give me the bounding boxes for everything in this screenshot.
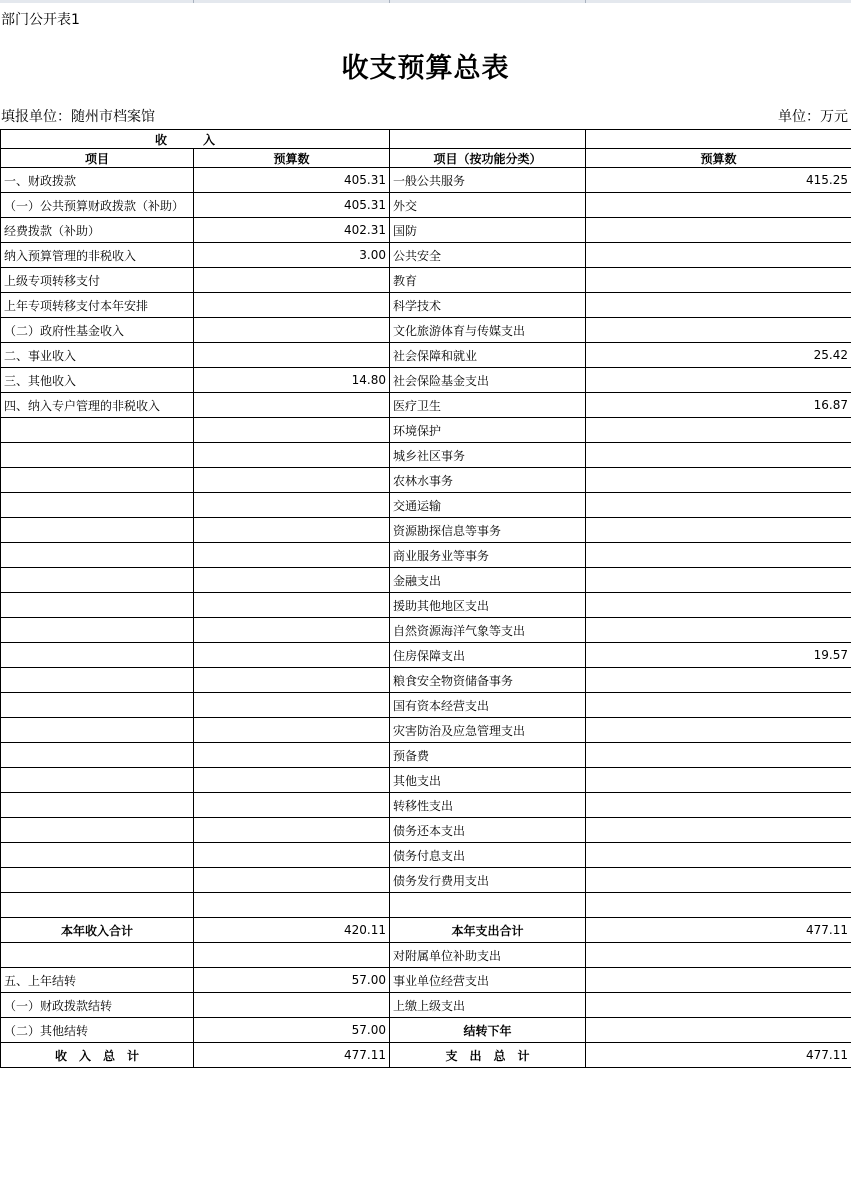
table-row xyxy=(1,668,851,693)
income-item-cell xyxy=(1,493,194,518)
table-row xyxy=(1,1043,851,1068)
income-amount-cell xyxy=(194,343,390,368)
income-item-cell xyxy=(1,543,194,568)
income-group-header: 收 入 xyxy=(1,130,390,149)
expense-item-cell: 农林水事务 xyxy=(390,468,586,493)
money-unit: 单位：万元 xyxy=(778,109,848,125)
form-code: 部门公开表1 xyxy=(1,12,80,28)
income-amount-cell xyxy=(194,843,390,868)
col-item: 项目 xyxy=(1,149,194,168)
income-item-cell: 收 入 总 计 xyxy=(1,1043,194,1068)
table-row xyxy=(1,893,851,918)
expense-item-cell: 城乡社区事务 xyxy=(390,443,586,468)
income-amount-cell: 420.11 xyxy=(194,918,390,943)
income-amount-cell xyxy=(194,668,390,693)
income-item-cell: 本年收入合计 xyxy=(1,918,194,943)
income-amount-cell: 477.11 xyxy=(194,1043,390,1068)
expense-amount-cell: 25.42 xyxy=(586,343,851,368)
expense-amount-cell xyxy=(586,1018,851,1043)
table-row xyxy=(1,818,851,843)
expense-item-cell: 金融支出 xyxy=(390,568,586,593)
table-row xyxy=(1,568,851,593)
table-row xyxy=(1,393,851,418)
income-item-cell xyxy=(1,568,194,593)
income-amount-cell xyxy=(194,618,390,643)
income-item-cell xyxy=(1,943,194,968)
expense-item-cell: 资源勘探信息等事务 xyxy=(390,518,586,543)
expense-amount-cell xyxy=(586,293,851,318)
table-row xyxy=(1,343,851,368)
income-item-cell xyxy=(1,718,194,743)
reporting-unit: 填报单位：随州市档案馆 xyxy=(1,109,155,125)
income-item-cell: 上级专项转移支付 xyxy=(1,268,194,293)
income-item-cell: 五、上年结转 xyxy=(1,968,194,993)
expense-amount-cell: 477.11 xyxy=(586,1043,851,1068)
expense-amount-cell xyxy=(586,793,851,818)
col-func-item: 项目（按功能分类） xyxy=(390,149,586,168)
expense-item-cell: 教育 xyxy=(390,268,586,293)
expense-item-cell: 事业单位经营支出 xyxy=(390,968,586,993)
expense-item-cell: 援助其他地区支出 xyxy=(390,593,586,618)
income-amount-cell xyxy=(194,293,390,318)
expense-item-cell: 债务发行费用支出 xyxy=(390,868,586,893)
expense-item-cell: 结转下年 xyxy=(390,1018,586,1043)
header-row-group xyxy=(1,130,851,149)
expense-amount-cell xyxy=(586,693,851,718)
expense-item-cell: 国防 xyxy=(390,218,586,243)
income-item-cell xyxy=(1,693,194,718)
income-item-cell xyxy=(1,793,194,818)
income-amount-cell xyxy=(194,943,390,968)
income-amount-cell xyxy=(194,643,390,668)
header-row-columns xyxy=(1,149,851,168)
table-row xyxy=(1,443,851,468)
table-row xyxy=(1,193,851,218)
expense-amount-cell: 16.87 xyxy=(586,393,851,418)
expense-item-cell: 灾害防治及应急管理支出 xyxy=(390,718,586,743)
expense-amount-cell xyxy=(586,668,851,693)
table-row xyxy=(1,1018,851,1043)
expense-item-cell: 环境保护 xyxy=(390,418,586,443)
income-amount-cell xyxy=(194,693,390,718)
expense-item-cell: 社会保险基金支出 xyxy=(390,368,586,393)
income-item-cell xyxy=(1,418,194,443)
income-amount-cell xyxy=(194,393,390,418)
expense-amount-cell xyxy=(586,218,851,243)
table-row xyxy=(1,418,851,443)
income-item-cell xyxy=(1,443,194,468)
income-item-cell xyxy=(1,668,194,693)
table-row xyxy=(1,843,851,868)
income-amount-cell xyxy=(194,418,390,443)
expense-amount-cell xyxy=(586,618,851,643)
table-row xyxy=(1,493,851,518)
income-item-cell xyxy=(1,468,194,493)
income-item-cell xyxy=(1,618,194,643)
expense-amount-cell xyxy=(586,768,851,793)
income-amount-cell: 57.00 xyxy=(194,968,390,993)
table-body xyxy=(1,168,851,1068)
income-amount-cell xyxy=(194,568,390,593)
expense-item-cell xyxy=(390,893,586,918)
table-row xyxy=(1,943,851,968)
expense-amount-cell: 415.25 xyxy=(586,168,851,193)
income-item-cell: （二）政府性基金收入 xyxy=(1,318,194,343)
expense-item-cell: 转移性支出 xyxy=(390,793,586,818)
expense-amount-cell xyxy=(586,868,851,893)
page-title: 收支预算总表 xyxy=(341,53,510,84)
income-item-cell: （一）公共预算财政拨款（补助） xyxy=(1,193,194,218)
income-item-cell: （二）其他结转 xyxy=(1,1018,194,1043)
income-amount-cell: 405.31 xyxy=(194,168,390,193)
table-row xyxy=(1,268,851,293)
expense-amount-cell xyxy=(586,318,851,343)
table-row xyxy=(1,218,851,243)
table-row xyxy=(1,168,851,193)
expense-amount-cell xyxy=(586,518,851,543)
table-row xyxy=(1,518,851,543)
income-item-cell: 一、财政拨款 xyxy=(1,168,194,193)
income-item-cell xyxy=(1,593,194,618)
income-amount-cell xyxy=(194,993,390,1018)
expense-item-cell: 其他支出 xyxy=(390,768,586,793)
table-row xyxy=(1,768,851,793)
expense-item-cell: 本年支出合计 xyxy=(390,918,586,943)
table-row xyxy=(1,318,851,343)
expense-amount-cell xyxy=(586,718,851,743)
table-row xyxy=(1,293,851,318)
income-amount-cell xyxy=(194,443,390,468)
expense-amount-cell xyxy=(586,268,851,293)
table-row xyxy=(1,368,851,393)
income-amount-cell xyxy=(194,543,390,568)
top-column-strip xyxy=(0,0,851,3)
expense-amount-cell xyxy=(586,493,851,518)
expense-amount-cell xyxy=(586,843,851,868)
table-row xyxy=(1,718,851,743)
expense-amount-cell: 477.11 xyxy=(586,918,851,943)
income-item-cell: 经费拨款（补助） xyxy=(1,218,194,243)
table-row xyxy=(1,743,851,768)
income-amount-cell: 405.31 xyxy=(194,193,390,218)
table-row xyxy=(1,468,851,493)
expense-item-cell: 预备费 xyxy=(390,743,586,768)
income-item-cell: 二、事业收入 xyxy=(1,343,194,368)
expense-item-cell: 一般公共服务 xyxy=(390,168,586,193)
expense-item-cell: 公共安全 xyxy=(390,243,586,268)
income-item-cell xyxy=(1,893,194,918)
income-amount-cell xyxy=(194,893,390,918)
expense-item-cell: 自然资源海洋气象等支出 xyxy=(390,618,586,643)
income-amount-cell: 402.31 xyxy=(194,218,390,243)
income-amount-cell xyxy=(194,318,390,343)
expense-item-cell: 商业服务业等事务 xyxy=(390,543,586,568)
income-amount-cell xyxy=(194,818,390,843)
table-row xyxy=(1,618,851,643)
expense-amount-cell xyxy=(586,943,851,968)
expense-item-cell: 医疗卫生 xyxy=(390,393,586,418)
table-row xyxy=(1,793,851,818)
expense-amount-cell xyxy=(586,443,851,468)
income-amount-cell: 3.00 xyxy=(194,243,390,268)
expense-amount-cell xyxy=(586,368,851,393)
expense-amount-cell xyxy=(586,468,851,493)
income-amount-cell xyxy=(194,743,390,768)
budget-summary-table xyxy=(0,129,851,1068)
expense-amount-cell xyxy=(586,418,851,443)
table-row xyxy=(1,968,851,993)
expense-group-header-2 xyxy=(586,130,851,149)
expense-amount-cell xyxy=(586,968,851,993)
income-item-cell xyxy=(1,518,194,543)
expense-amount-cell xyxy=(586,818,851,843)
expense-item-cell: 债务付息支出 xyxy=(390,843,586,868)
expense-item-cell: 对附属单位补助支出 xyxy=(390,943,586,968)
income-item-cell: 纳入预算管理的非税收入 xyxy=(1,243,194,268)
income-amount-cell xyxy=(194,593,390,618)
expense-amount-cell xyxy=(586,543,851,568)
table-row xyxy=(1,243,851,268)
expense-amount-cell xyxy=(586,743,851,768)
expense-amount-cell xyxy=(586,893,851,918)
table-row xyxy=(1,993,851,1018)
expense-amount-cell xyxy=(586,193,851,218)
income-item-cell: 三、其他收入 xyxy=(1,368,194,393)
col-func-budget: 预算数 xyxy=(586,149,851,168)
income-item-cell: 四、纳入专户管理的非税收入 xyxy=(1,393,194,418)
income-item-cell xyxy=(1,818,194,843)
income-item-cell: 上年专项转移支付本年安排 xyxy=(1,293,194,318)
expense-amount-cell xyxy=(586,568,851,593)
expense-item-cell: 社会保障和就业 xyxy=(390,343,586,368)
income-amount-cell: 57.00 xyxy=(194,1018,390,1043)
expense-item-cell: 债务还本支出 xyxy=(390,818,586,843)
income-item-cell xyxy=(1,868,194,893)
expense-group-header xyxy=(390,130,586,149)
table-row xyxy=(1,543,851,568)
income-amount-cell xyxy=(194,468,390,493)
income-amount-cell xyxy=(194,493,390,518)
expense-amount-cell xyxy=(586,993,851,1018)
expense-item-cell: 外交 xyxy=(390,193,586,218)
expense-item-cell: 文化旅游体育与传媒支出 xyxy=(390,318,586,343)
income-item-cell xyxy=(1,743,194,768)
expense-amount-cell: 19.57 xyxy=(586,643,851,668)
income-item-cell xyxy=(1,768,194,793)
expense-amount-cell xyxy=(586,593,851,618)
income-item-cell xyxy=(1,643,194,668)
income-amount-cell xyxy=(194,518,390,543)
expense-item-cell: 支 出 总 计 xyxy=(390,1043,586,1068)
expense-item-cell: 住房保障支出 xyxy=(390,643,586,668)
table-row xyxy=(1,693,851,718)
income-amount-cell: 14.80 xyxy=(194,368,390,393)
table-row xyxy=(1,918,851,943)
income-amount-cell xyxy=(194,768,390,793)
income-amount-cell xyxy=(194,268,390,293)
income-amount-cell xyxy=(194,868,390,893)
expense-item-cell: 上缴上级支出 xyxy=(390,993,586,1018)
table-row xyxy=(1,643,851,668)
income-amount-cell xyxy=(194,793,390,818)
expense-amount-cell xyxy=(586,243,851,268)
expense-item-cell: 交通运输 xyxy=(390,493,586,518)
expense-item-cell: 粮食安全物资储备事务 xyxy=(390,668,586,693)
col-budget: 预算数 xyxy=(194,149,390,168)
income-amount-cell xyxy=(194,718,390,743)
expense-item-cell: 科学技术 xyxy=(390,293,586,318)
table-row xyxy=(1,868,851,893)
table-row xyxy=(1,593,851,618)
expense-item-cell: 国有资本经营支出 xyxy=(390,693,586,718)
income-item-cell: （一）财政拨款结转 xyxy=(1,993,194,1018)
income-item-cell xyxy=(1,843,194,868)
